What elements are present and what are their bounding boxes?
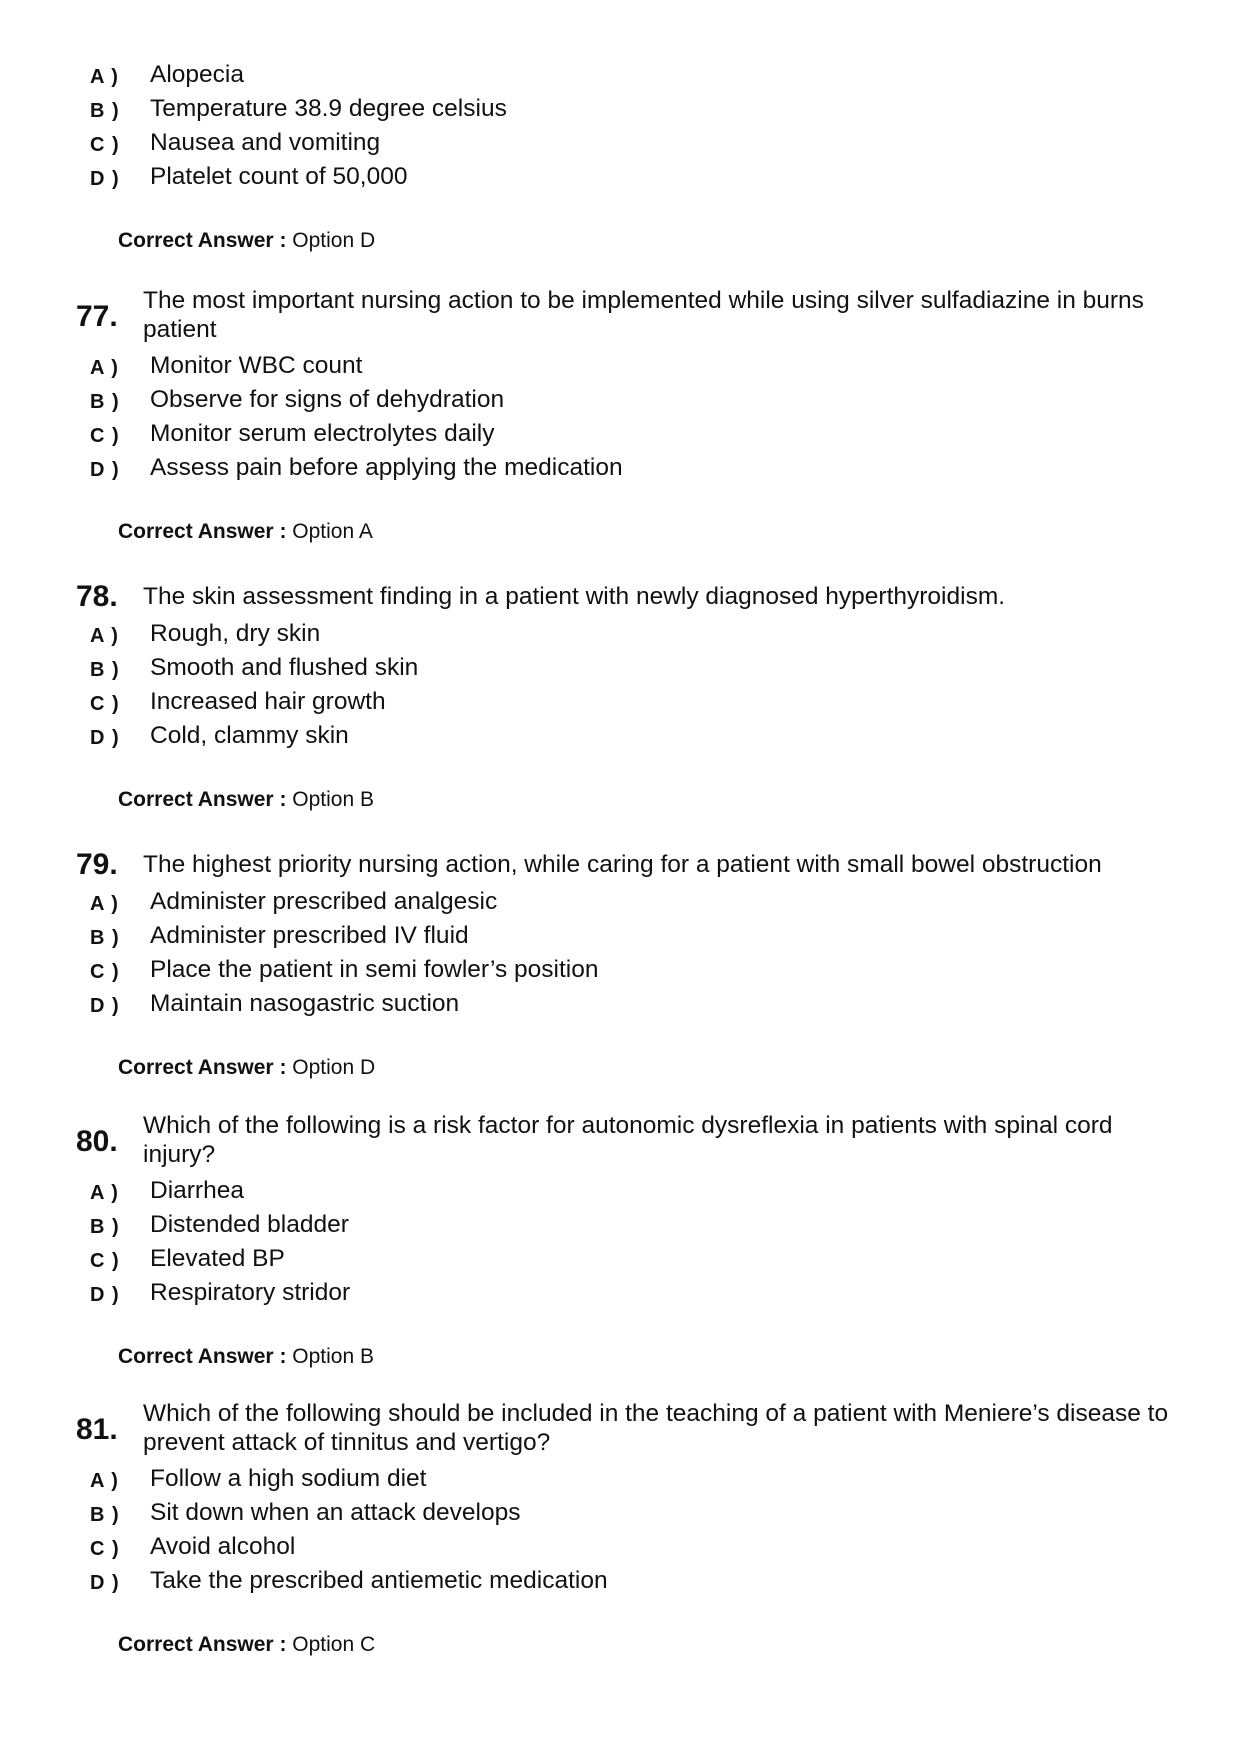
option-letter: B )	[90, 1216, 120, 1238]
option-text: Sit down when an attack develops	[150, 1499, 521, 1526]
option-text: Assess pain before applying the medication	[150, 454, 623, 481]
question-text: Which of the following should be included in the teaching of a patient with Meniere’s disease to prevent attack of tinnitus and vertigo?	[143, 1400, 1169, 1456]
question-number: 78.	[76, 580, 118, 613]
option-text: Respiratory stridor	[150, 1279, 351, 1306]
option-text: Monitor WBC count	[150, 352, 363, 379]
option-letter: C )	[90, 693, 120, 715]
option-b	[0, 651, 1240, 685]
option-b	[0, 919, 1240, 953]
option-letter: D )	[90, 1572, 120, 1594]
correct-answer	[118, 227, 375, 255]
option-letter: A )	[90, 66, 119, 88]
option-text: Rough, dry skin	[150, 620, 321, 647]
option-letter: B )	[90, 1504, 120, 1526]
correct-answer-value: Option A	[292, 520, 373, 543]
option-c	[0, 1242, 1240, 1276]
option-c	[0, 1530, 1240, 1564]
option-letter: D )	[90, 995, 120, 1017]
option-text: Cold, clammy skin	[150, 722, 349, 749]
option-letter: A )	[90, 625, 119, 647]
option-c	[0, 685, 1240, 719]
option-letter: D )	[90, 459, 120, 481]
option-d	[0, 451, 1240, 485]
option-letter: A )	[90, 893, 119, 915]
question-text: The most important nursing action to be implemented while using silver sulfadiazine in burns patient	[143, 287, 1144, 343]
option-d	[0, 987, 1240, 1021]
option-letter: C )	[90, 134, 120, 156]
correct-answer-label: Correct Answer :	[118, 229, 287, 252]
correct-answer	[118, 786, 374, 814]
correct-answer-label: Correct Answer :	[118, 520, 287, 543]
option-letter: C )	[90, 1538, 120, 1560]
option-text: Alopecia	[150, 61, 244, 88]
correct-answer	[118, 1054, 375, 1082]
option-d	[0, 1276, 1240, 1310]
option-text: Maintain nasogastric suction	[150, 990, 460, 1017]
option-b	[0, 1496, 1240, 1530]
correct-answer-label: Correct Answer :	[118, 1345, 287, 1368]
question-text: The highest priority nursing action, while caring for a patient with small bowel obstruction	[143, 851, 1102, 878]
option-a	[0, 1174, 1240, 1208]
option-text: Avoid alcohol	[150, 1533, 296, 1560]
correct-answer-value: Option C	[292, 1633, 376, 1656]
option-b	[0, 1208, 1240, 1242]
option-c	[0, 953, 1240, 987]
option-text: Platelet count of 50,000	[150, 163, 408, 190]
question-number: 77.	[76, 300, 118, 333]
option-text: Monitor serum electrolytes daily	[150, 420, 495, 447]
question-text: The skin assessment finding in a patient with newly diagnosed hyperthyroidism.	[143, 583, 1006, 610]
option-a	[0, 1462, 1240, 1496]
option-text: Place the patient in semi fowler’s position	[150, 956, 599, 983]
option-letter: B )	[90, 100, 120, 122]
option-letter: C )	[90, 1250, 120, 1272]
correct-answer-value: Option D	[292, 229, 376, 252]
option-text: Diarrhea	[150, 1177, 244, 1204]
correct-answer-value: Option B	[292, 788, 374, 811]
option-text: Take the prescribed antiemetic medication	[150, 1567, 608, 1594]
option-letter: C )	[90, 961, 120, 983]
option-text: Administer prescribed IV fluid	[150, 922, 469, 949]
option-d	[0, 719, 1240, 753]
option-text: Elevated BP	[150, 1245, 285, 1272]
option-text: Smooth and flushed skin	[150, 654, 419, 681]
option-letter: D )	[90, 168, 120, 190]
question-number: 80.	[76, 1125, 118, 1158]
option-a	[0, 349, 1240, 383]
option-b	[0, 92, 1240, 126]
question-text: Which of the following is a risk factor for autonomic dysreflexia in patients with spinal cord injury?	[143, 1112, 1113, 1168]
option-a	[0, 58, 1240, 92]
option-text: Increased hair growth	[150, 688, 386, 715]
correct-answer	[118, 518, 373, 546]
option-c	[0, 417, 1240, 451]
option-text: Nausea and vomiting	[150, 129, 381, 156]
correct-answer-label: Correct Answer :	[118, 1633, 287, 1656]
option-b	[0, 383, 1240, 417]
option-letter: B )	[90, 391, 120, 413]
option-text: Observe for signs of dehydration	[150, 386, 505, 413]
option-d	[0, 160, 1240, 194]
option-a	[0, 617, 1240, 651]
option-letter: A )	[90, 1182, 119, 1204]
option-letter: A )	[90, 1470, 119, 1492]
option-letter: B )	[90, 927, 120, 949]
option-text: Follow a high sodium diet	[150, 1465, 427, 1492]
option-d	[0, 1564, 1240, 1598]
correct-answer-label: Correct Answer :	[118, 1056, 287, 1079]
correct-answer-value: Option D	[292, 1056, 376, 1079]
correct-answer-value: Option B	[292, 1345, 374, 1368]
option-text: Distended bladder	[150, 1211, 349, 1238]
option-letter: A )	[90, 357, 119, 379]
option-letter: D )	[90, 727, 120, 749]
option-letter: B )	[90, 659, 120, 681]
question-number: 81.	[76, 1413, 118, 1446]
option-text: Administer prescribed analgesic	[150, 888, 498, 915]
correct-answer	[118, 1343, 374, 1371]
correct-answer-label: Correct Answer :	[118, 788, 287, 811]
option-c	[0, 126, 1240, 160]
option-letter: C )	[90, 425, 120, 447]
option-text: Temperature 38.9 degree celsius	[150, 95, 507, 122]
question-number: 79.	[76, 848, 118, 881]
option-a	[0, 885, 1240, 919]
correct-answer	[118, 1631, 375, 1659]
option-letter: D )	[90, 1284, 120, 1306]
